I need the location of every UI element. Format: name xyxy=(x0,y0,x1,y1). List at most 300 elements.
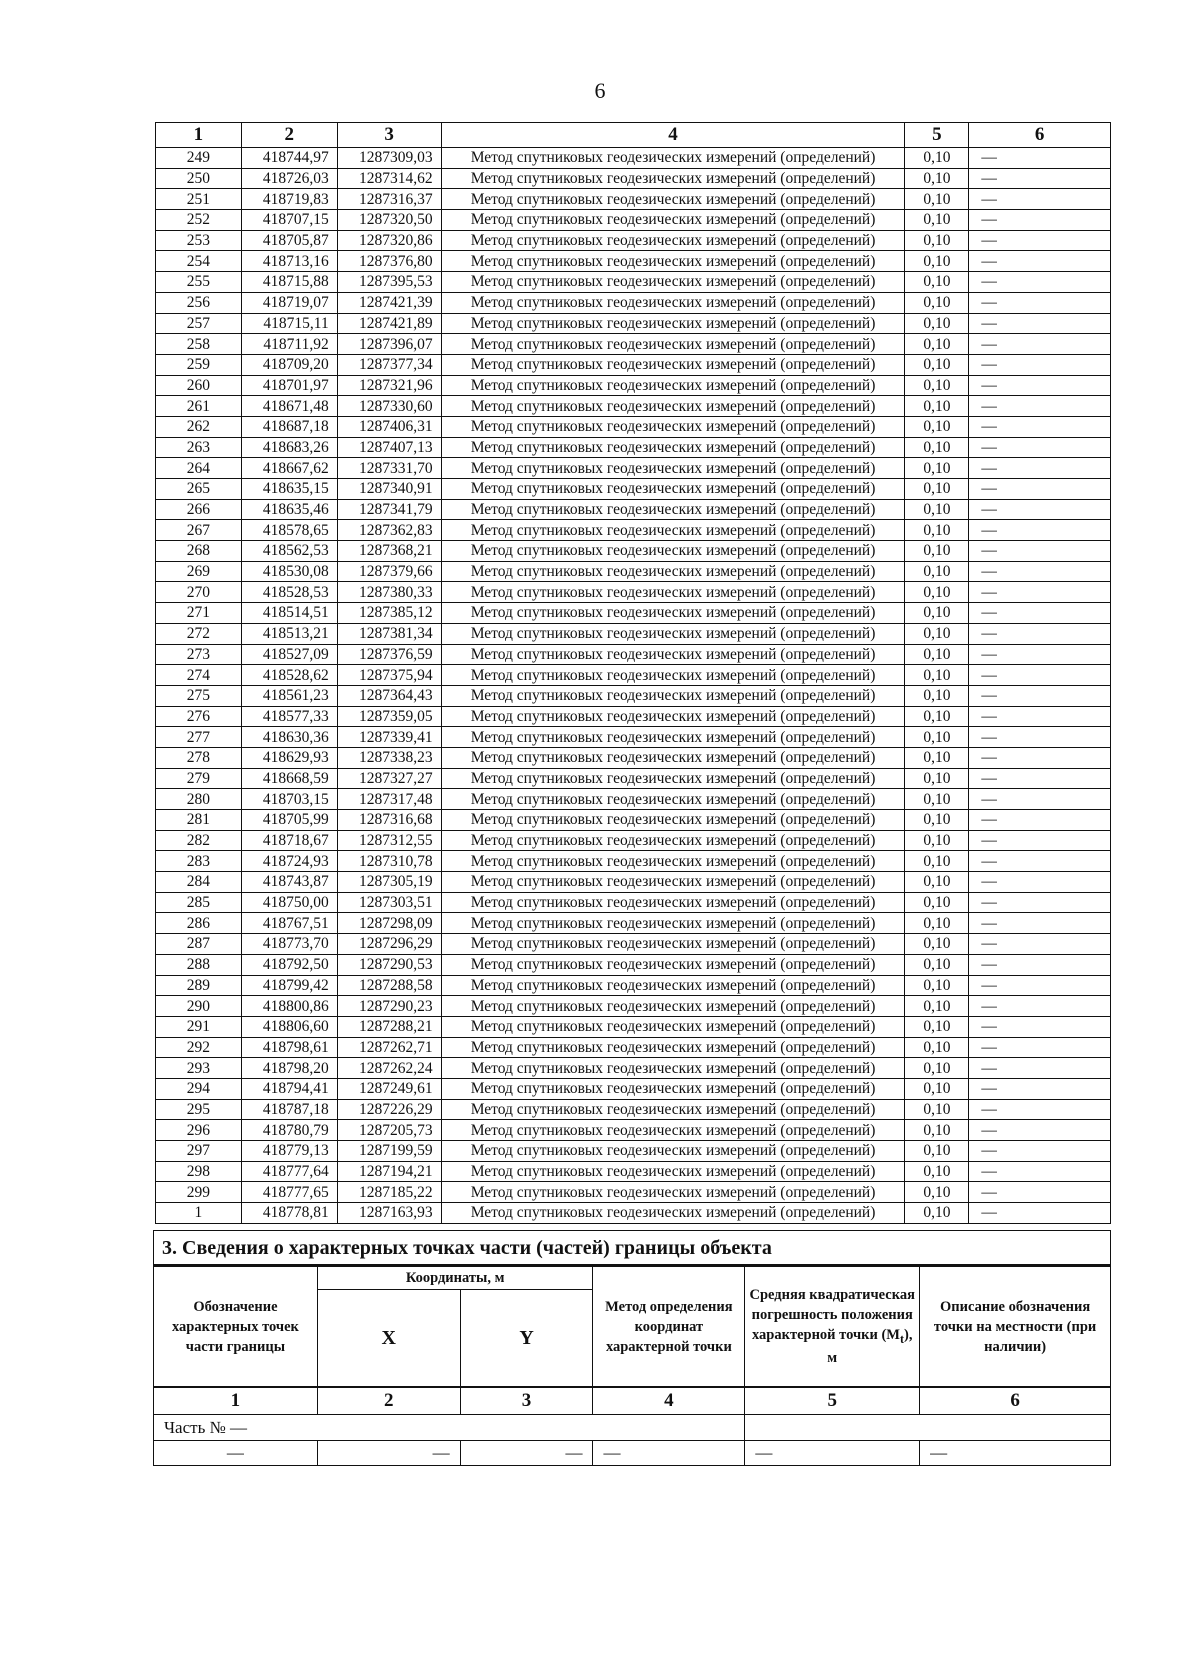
y-coordinate-cell: 1287317,48 xyxy=(337,789,441,810)
precision-cell: 0,10 xyxy=(905,685,969,706)
x-coordinate-cell: 418767,51 xyxy=(241,913,337,934)
description-cell: — xyxy=(969,996,1111,1017)
method-cell: Метод спутниковых геодезических измерений (определений) xyxy=(441,975,905,996)
table-row xyxy=(156,1078,1111,1099)
point-id-cell: 284 xyxy=(156,872,242,893)
point-id-cell: 264 xyxy=(156,458,242,479)
point-id-cell: 261 xyxy=(156,396,242,417)
point-id-cell: 271 xyxy=(156,603,242,624)
header-col-4: 4 xyxy=(441,123,905,148)
description-cell: — xyxy=(969,416,1111,437)
point-id-cell: 298 xyxy=(156,1161,242,1182)
point-id-cell: 252 xyxy=(156,210,242,231)
y-coordinate-cell: 1287205,73 xyxy=(337,1120,441,1141)
y-coordinate-cell: 1287377,34 xyxy=(337,354,441,375)
point-id-cell: 295 xyxy=(156,1099,242,1120)
table-row xyxy=(156,1058,1111,1079)
y-coordinate-cell: 1287320,86 xyxy=(337,230,441,251)
x-coordinate-cell: 418777,65 xyxy=(241,1182,337,1203)
method-cell: Метод спутниковых геодезических измерений (определений) xyxy=(441,375,905,396)
part-table-number-row xyxy=(154,1387,1111,1415)
table-row xyxy=(156,975,1111,996)
point-id-cell: 257 xyxy=(156,313,242,334)
point-id-cell: 278 xyxy=(156,747,242,768)
point-id-cell: 269 xyxy=(156,561,242,582)
y-coordinate-cell: 1287163,93 xyxy=(337,1203,441,1224)
method-cell: Метод спутниковых геодезических измерений (определений) xyxy=(441,230,905,251)
point-id-cell: 279 xyxy=(156,768,242,789)
method-cell: Метод спутниковых геодезических измерений (определений) xyxy=(441,251,905,272)
method-cell: Метод спутниковых геодезических измерений (определений) xyxy=(441,768,905,789)
header-col-2: 2 xyxy=(241,123,337,148)
part-col-num-6: 6 xyxy=(920,1387,1111,1415)
precision-cell: 0,10 xyxy=(905,706,969,727)
point-id-cell: 289 xyxy=(156,975,242,996)
table-row xyxy=(156,313,1111,334)
x-coordinate-cell: 418713,16 xyxy=(241,251,337,272)
precision-cell: 0,10 xyxy=(905,1058,969,1079)
y-coordinate-cell: 1287316,68 xyxy=(337,810,441,831)
precision-cell: 0,10 xyxy=(905,603,969,624)
precision-cell: 0,10 xyxy=(905,1078,969,1099)
precision-cell: 0,10 xyxy=(905,334,969,355)
point-id-cell: 292 xyxy=(156,1037,242,1058)
point-id-cell: 267 xyxy=(156,520,242,541)
precision-header-sub: t xyxy=(900,1331,905,1346)
table-row xyxy=(156,768,1111,789)
description-cell: — xyxy=(969,892,1111,913)
method-cell: Метод спутниковых геодезических измерений (определений) xyxy=(441,396,905,417)
method-cell: Метод спутниковых геодезических измерений (определений) xyxy=(441,1058,905,1079)
table-row xyxy=(156,499,1111,520)
table-row xyxy=(156,541,1111,562)
x-coordinate-cell: 418562,53 xyxy=(241,541,337,562)
method-cell: Метод спутниковых геодезических измерений (определений) xyxy=(441,416,905,437)
point-id-cell: 297 xyxy=(156,1141,242,1162)
table-row xyxy=(156,1099,1111,1120)
description-cell: — xyxy=(969,603,1111,624)
description-cell: — xyxy=(969,499,1111,520)
description-cell: — xyxy=(969,292,1111,313)
description-cell: — xyxy=(969,644,1111,665)
precision-cell: 0,10 xyxy=(905,292,969,313)
table-row xyxy=(156,210,1111,231)
precision-cell: 0,10 xyxy=(905,375,969,396)
y-coordinate-cell: 1287298,09 xyxy=(337,913,441,934)
point-id-cell: 260 xyxy=(156,375,242,396)
method-cell: Метод спутниковых геодезических измерений (определений) xyxy=(441,458,905,479)
description-header: Описание обозначения точки на местности (при наличии) xyxy=(920,1267,1111,1388)
point-id-cell: 253 xyxy=(156,230,242,251)
method-cell: Метод спутниковых геодезических измерений (определений) xyxy=(441,954,905,975)
header-col-5: 5 xyxy=(905,123,969,148)
table-row xyxy=(156,727,1111,748)
description-cell: — xyxy=(969,168,1111,189)
precision-cell: 0,10 xyxy=(905,396,969,417)
method-cell: Метод спутниковых геодезических измерений (определений) xyxy=(441,561,905,582)
y-coordinate-cell: 1287376,59 xyxy=(337,644,441,665)
y-coordinate-cell: 1287375,94 xyxy=(337,665,441,686)
description-cell: — xyxy=(969,789,1111,810)
method-cell: Метод спутниковых геодезических измерений (определений) xyxy=(441,520,905,541)
x-coordinate-cell: 418773,70 xyxy=(241,934,337,955)
x-coordinate-cell: 418726,03 xyxy=(241,168,337,189)
part-col-num-1: 1 xyxy=(154,1387,318,1415)
x-coordinate-cell: 418719,07 xyxy=(241,292,337,313)
y-coordinate-cell: 1287262,24 xyxy=(337,1058,441,1079)
header-col-1: 1 xyxy=(156,123,242,148)
table-row xyxy=(156,747,1111,768)
table-row xyxy=(156,665,1111,686)
table-row xyxy=(156,603,1111,624)
method-cell: Метод спутниковых геодезических измерений (определений) xyxy=(441,1161,905,1182)
part-number-row xyxy=(154,1415,1111,1441)
description-cell: — xyxy=(969,313,1111,334)
table-row xyxy=(156,251,1111,272)
x-coordinate-cell: 418779,13 xyxy=(241,1141,337,1162)
description-cell: — xyxy=(969,1161,1111,1182)
method-cell: Метод спутниковых геодезических измерений (определений) xyxy=(441,1078,905,1099)
method-cell: Метод спутниковых геодезических измерений (определений) xyxy=(441,644,905,665)
precision-cell: 0,10 xyxy=(905,810,969,831)
point-id-cell: 286 xyxy=(156,913,242,934)
point-id-cell: 290 xyxy=(156,996,242,1017)
table-row xyxy=(156,810,1111,831)
section-3-title: 3. Сведения о характерных точках части (частей) границы объекта xyxy=(153,1230,1111,1266)
x-coordinate-cell: 418530,08 xyxy=(241,561,337,582)
method-cell: Метод спутниковых геодезических измерений (определений) xyxy=(441,623,905,644)
header-col-3: 3 xyxy=(337,123,441,148)
x-coordinate-cell: 418528,62 xyxy=(241,665,337,686)
point-id-cell: 283 xyxy=(156,851,242,872)
point-id-cell: 294 xyxy=(156,1078,242,1099)
x-coordinate-cell: 418635,46 xyxy=(241,499,337,520)
x-coordinate-cell: 418715,11 xyxy=(241,313,337,334)
precision-cell: 0,10 xyxy=(905,148,969,169)
description-cell: — xyxy=(969,727,1111,748)
y-coordinate-cell: 1287379,66 xyxy=(337,561,441,582)
point-id-cell: 258 xyxy=(156,334,242,355)
precision-cell: 0,10 xyxy=(905,416,969,437)
y-coordinate-cell: 1287262,71 xyxy=(337,1037,441,1058)
method-cell: Метод спутниковых геодезических измерений (определений) xyxy=(441,354,905,375)
table-row xyxy=(156,396,1111,417)
description-cell: — xyxy=(969,1099,1111,1120)
description-cell: — xyxy=(969,148,1111,169)
precision-cell: 0,10 xyxy=(905,768,969,789)
description-cell: — xyxy=(969,1203,1111,1224)
dash-cell-2: — xyxy=(317,1441,460,1466)
point-id-cell: 274 xyxy=(156,665,242,686)
point-id-cell: 262 xyxy=(156,416,242,437)
table-row xyxy=(156,354,1111,375)
table-row xyxy=(156,479,1111,500)
table-row xyxy=(156,934,1111,955)
method-cell: Метод спутниковых геодезических измерений (определений) xyxy=(441,665,905,686)
method-cell: Метод спутниковых геодезических измерений (определений) xyxy=(441,210,905,231)
x-coordinate-cell: 418687,18 xyxy=(241,416,337,437)
description-cell: — xyxy=(969,458,1111,479)
method-cell: Метод спутниковых геодезических измерений (определений) xyxy=(441,168,905,189)
precision-cell: 0,10 xyxy=(905,313,969,334)
y-coordinate-cell: 1287320,50 xyxy=(337,210,441,231)
description-cell: — xyxy=(969,872,1111,893)
precision-cell: 0,10 xyxy=(905,975,969,996)
method-cell: Метод спутниковых геодезических измерений (определений) xyxy=(441,148,905,169)
x-coordinate-cell: 418635,15 xyxy=(241,479,337,500)
description-cell: — xyxy=(969,830,1111,851)
precision-cell: 0,10 xyxy=(905,996,969,1017)
table-row xyxy=(156,892,1111,913)
x-coordinate-cell: 418561,23 xyxy=(241,685,337,706)
point-id-cell: 263 xyxy=(156,437,242,458)
dash-cell-4: — xyxy=(593,1441,745,1466)
x-coordinate-cell: 418800,86 xyxy=(241,996,337,1017)
method-cell: Метод спутниковых геодезических измерений (определений) xyxy=(441,292,905,313)
point-id-cell: 287 xyxy=(156,934,242,955)
description-cell: — xyxy=(969,561,1111,582)
description-cell: — xyxy=(969,520,1111,541)
method-cell: Метод спутниковых геодезических измерений (определений) xyxy=(441,706,905,727)
table-row xyxy=(156,1161,1111,1182)
table-row xyxy=(156,685,1111,706)
method-cell: Метод спутниковых геодезических измерений (определений) xyxy=(441,541,905,562)
y-coordinate-cell: 1287331,70 xyxy=(337,458,441,479)
dash-cell-6: — xyxy=(920,1441,1111,1466)
precision-cell: 0,10 xyxy=(905,1099,969,1120)
x-coordinate-cell: 418671,48 xyxy=(241,396,337,417)
y-coordinate-cell: 1287199,59 xyxy=(337,1141,441,1162)
coords-header: Координаты, м xyxy=(317,1267,593,1290)
method-cell: Метод спутниковых геодезических измерений (определений) xyxy=(441,830,905,851)
table-row xyxy=(156,913,1111,934)
description-cell: — xyxy=(969,251,1111,272)
table-row xyxy=(156,272,1111,293)
y-coordinate-cell: 1287288,58 xyxy=(337,975,441,996)
y-coordinate-cell: 1287396,07 xyxy=(337,334,441,355)
precision-cell: 0,10 xyxy=(905,1182,969,1203)
x-coordinate-cell: 418711,92 xyxy=(241,334,337,355)
table-row xyxy=(156,1016,1111,1037)
precision-cell: 0,10 xyxy=(905,623,969,644)
method-cell: Метод спутниковых геодезических измерений (определений) xyxy=(441,1182,905,1203)
x-coordinate-cell: 418683,26 xyxy=(241,437,337,458)
table-row xyxy=(156,1120,1111,1141)
x-coordinate-cell: 418719,83 xyxy=(241,189,337,210)
y-coordinate-cell: 1287321,96 xyxy=(337,375,441,396)
description-cell: — xyxy=(969,375,1111,396)
precision-cell: 0,10 xyxy=(905,354,969,375)
dash-cell-5: — xyxy=(745,1441,920,1466)
precision-header-end: ), м xyxy=(827,1326,913,1367)
x-coordinate-cell: 418792,50 xyxy=(241,954,337,975)
x-header: X xyxy=(317,1290,460,1388)
precision-header-text: Средняя квадратическая погрешность положения характерной точки (M xyxy=(749,1286,915,1343)
x-coordinate-cell: 418718,67 xyxy=(241,830,337,851)
table-row xyxy=(156,334,1111,355)
y-coordinate-cell: 1287303,51 xyxy=(337,892,441,913)
table-row xyxy=(156,1182,1111,1203)
table-row xyxy=(156,1203,1111,1224)
table-row xyxy=(156,1037,1111,1058)
description-cell: — xyxy=(969,954,1111,975)
precision-cell: 0,10 xyxy=(905,210,969,231)
point-id-cell: 293 xyxy=(156,1058,242,1079)
point-id-cell: 270 xyxy=(156,582,242,603)
method-cell: Метод спутниковых геодезических измерений (определений) xyxy=(441,499,905,520)
method-cell: Метод спутниковых геодезических измерений (определений) xyxy=(441,1099,905,1120)
precision-cell: 0,10 xyxy=(905,1161,969,1182)
x-coordinate-cell: 418799,42 xyxy=(241,975,337,996)
precision-cell: 0,10 xyxy=(905,892,969,913)
part-number-empty xyxy=(745,1415,1111,1441)
point-id-cell: 299 xyxy=(156,1182,242,1203)
point-id-cell: 255 xyxy=(156,272,242,293)
y-coordinate-cell: 1287312,55 xyxy=(337,830,441,851)
point-id-cell: 282 xyxy=(156,830,242,851)
description-cell: — xyxy=(969,1078,1111,1099)
precision-cell: 0,10 xyxy=(905,251,969,272)
part-dash-row xyxy=(154,1441,1111,1466)
x-coordinate-cell: 418794,41 xyxy=(241,1078,337,1099)
method-cell: Метод спутниковых геодезических измерений (определений) xyxy=(441,582,905,603)
precision-cell: 0,10 xyxy=(905,1141,969,1162)
table-row xyxy=(156,789,1111,810)
y-coordinate-cell: 1287314,62 xyxy=(337,168,441,189)
y-coordinate-cell: 1287249,61 xyxy=(337,1078,441,1099)
x-coordinate-cell: 418798,61 xyxy=(241,1037,337,1058)
point-id-cell: 1 xyxy=(156,1203,242,1224)
x-coordinate-cell: 418705,87 xyxy=(241,230,337,251)
description-cell: — xyxy=(969,272,1111,293)
method-cell: Метод спутниковых геодезических измерений (определений) xyxy=(441,1120,905,1141)
precision-cell: 0,10 xyxy=(905,830,969,851)
point-id-cell: 288 xyxy=(156,954,242,975)
description-cell: — xyxy=(969,1141,1111,1162)
table-row xyxy=(156,851,1111,872)
table-row xyxy=(156,168,1111,189)
precision-cell: 0,10 xyxy=(905,541,969,562)
y-coordinate-cell: 1287381,34 xyxy=(337,623,441,644)
part-table-header-row-1 xyxy=(154,1267,1111,1290)
x-coordinate-cell: 418715,88 xyxy=(241,272,337,293)
method-cell: Метод спутниковых геодезических измерений (определений) xyxy=(441,872,905,893)
x-coordinate-cell: 418528,53 xyxy=(241,582,337,603)
page-number: 6 xyxy=(594,78,606,103)
table-row xyxy=(156,230,1111,251)
y-coordinate-cell: 1287385,12 xyxy=(337,603,441,624)
table-row xyxy=(156,830,1111,851)
x-coordinate-cell: 418667,62 xyxy=(241,458,337,479)
precision-cell: 0,10 xyxy=(905,458,969,479)
description-cell: — xyxy=(969,810,1111,831)
description-cell: — xyxy=(969,541,1111,562)
method-cell: Метод спутниковых геодезических измерений (определений) xyxy=(441,913,905,934)
method-cell: Метод спутниковых геодезических измерений (определений) xyxy=(441,334,905,355)
coordinates-header-row xyxy=(156,123,1111,148)
y-coordinate-cell: 1287310,78 xyxy=(337,851,441,872)
precision-cell: 0,10 xyxy=(905,582,969,603)
point-id-cell: 273 xyxy=(156,644,242,665)
part-col-num-2: 2 xyxy=(317,1387,460,1415)
y-coordinate-cell: 1287368,21 xyxy=(337,541,441,562)
precision-cell: 0,10 xyxy=(905,934,969,955)
y-coordinate-cell: 1287290,23 xyxy=(337,996,441,1017)
table-row xyxy=(156,148,1111,169)
precision-header xyxy=(745,1267,920,1388)
x-coordinate-cell: 418724,93 xyxy=(241,851,337,872)
x-coordinate-cell: 418527,09 xyxy=(241,644,337,665)
description-cell: — xyxy=(969,189,1111,210)
precision-cell: 0,10 xyxy=(905,1016,969,1037)
x-coordinate-cell: 418513,21 xyxy=(241,623,337,644)
y-coordinate-cell: 1287288,21 xyxy=(337,1016,441,1037)
y-coordinate-cell: 1287296,29 xyxy=(337,934,441,955)
y-coordinate-cell: 1287407,13 xyxy=(337,437,441,458)
method-cell: Метод спутниковых геодезических измерений (определений) xyxy=(441,996,905,1017)
x-coordinate-cell: 418701,97 xyxy=(241,375,337,396)
point-id-cell: 277 xyxy=(156,727,242,748)
precision-cell: 0,10 xyxy=(905,913,969,934)
table-row xyxy=(156,996,1111,1017)
y-coordinate-cell: 1287339,41 xyxy=(337,727,441,748)
method-cell: Метод спутниковых геодезических измерений (определений) xyxy=(441,747,905,768)
precision-cell: 0,10 xyxy=(905,1037,969,1058)
point-id-cell: 276 xyxy=(156,706,242,727)
dash-cell-1: — xyxy=(154,1441,318,1466)
table-row xyxy=(156,416,1111,437)
y-coordinate-cell: 1287421,39 xyxy=(337,292,441,313)
table-row xyxy=(156,623,1111,644)
method-cell: Метод спутниковых геодезических измерений (определений) xyxy=(441,313,905,334)
method-cell: Метод спутниковых геодезических измерений (определений) xyxy=(441,272,905,293)
precision-cell: 0,10 xyxy=(905,499,969,520)
precision-cell: 0,10 xyxy=(905,1203,969,1224)
method-cell: Метод спутниковых геодезических измерений (определений) xyxy=(441,934,905,955)
description-cell: — xyxy=(969,437,1111,458)
method-cell: Метод спутниковых геодезических измерений (определений) xyxy=(441,189,905,210)
description-cell: — xyxy=(969,851,1111,872)
x-coordinate-cell: 418806,60 xyxy=(241,1016,337,1037)
precision-cell: 0,10 xyxy=(905,230,969,251)
x-coordinate-cell: 418743,87 xyxy=(241,872,337,893)
x-coordinate-cell: 418705,99 xyxy=(241,810,337,831)
part-number-label: Часть № — xyxy=(154,1415,745,1441)
y-header: Y xyxy=(460,1290,593,1388)
x-coordinate-cell: 418750,00 xyxy=(241,892,337,913)
point-id-cell: 254 xyxy=(156,251,242,272)
method-cell: Метод спутниковых геодезических измерений (определений) xyxy=(441,727,905,748)
y-coordinate-cell: 1287194,21 xyxy=(337,1161,441,1182)
dash-cell-3: — xyxy=(460,1441,593,1466)
y-coordinate-cell: 1287380,33 xyxy=(337,582,441,603)
description-cell: — xyxy=(969,934,1111,955)
y-coordinate-cell: 1287305,19 xyxy=(337,872,441,893)
point-id-cell: 285 xyxy=(156,892,242,913)
table-row xyxy=(156,458,1111,479)
y-coordinate-cell: 1287330,60 xyxy=(337,396,441,417)
x-coordinate-cell: 418629,93 xyxy=(241,747,337,768)
method-cell: Метод спутниковых геодезических измерений (определений) xyxy=(441,1141,905,1162)
part-col-num-3: 3 xyxy=(460,1387,593,1415)
designation-header: Обозначение характерных точек части границы xyxy=(154,1267,318,1388)
table-row xyxy=(156,872,1111,893)
description-cell: — xyxy=(969,665,1111,686)
description-cell: — xyxy=(969,975,1111,996)
table-row xyxy=(156,561,1111,582)
precision-cell: 0,10 xyxy=(905,644,969,665)
description-cell: — xyxy=(969,768,1111,789)
